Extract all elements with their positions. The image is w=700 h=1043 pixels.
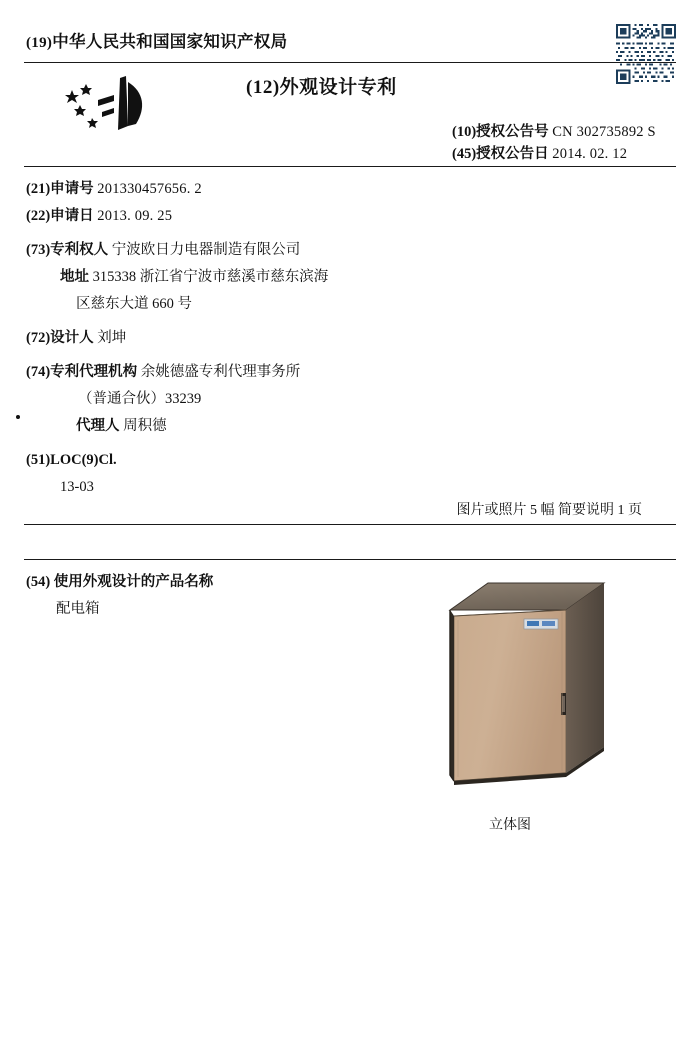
pubdate-value: 2014. 02. 12 [552,146,628,162]
figure-caption: 立体图 [489,818,531,833]
product-code: (54) [26,574,51,590]
designer-row [26,325,626,352]
address-row-2 [26,291,626,318]
publication-date-line [452,142,627,163]
figures-note-divider [24,524,676,525]
publication-number-line [452,120,656,141]
agent-value: 周积德 [123,418,167,434]
pubdate-code: (45) [452,146,477,162]
distribution-box-perspective-image [428,575,628,810]
office-code: (19) [26,35,53,51]
product-name-heading [26,570,213,591]
issuing-office-line [26,28,287,52]
figures-note: 图片或照片 5 幅 简要说明 1 页 [456,503,642,518]
loc-value: 13-03 [60,479,94,495]
product-section-divider [24,559,676,560]
pubdate-label: 授权公告日 [476,146,549,162]
appdate-code: (22) [26,208,51,224]
agency-value-line2: （普通合伙）33239 [78,391,202,407]
pubno-value: CN 302735892 S [552,124,656,140]
header-divider [24,62,676,63]
loc-code: (51) [26,452,51,468]
loc-row [26,447,626,474]
designer-label: 设计人 [50,330,94,346]
patent-type-text: 外观设计专利 [279,77,397,98]
pubno-code: (10) [452,124,477,140]
qr-code-icon [616,24,676,84]
patent-type-code: (12) [246,77,280,98]
product-label: 使用外观设计的产品名称 [53,574,214,590]
designer-code: (72) [26,330,51,346]
appno-code: (21) [26,181,51,197]
patentee-value: 宁波欧日力电器制造有限公司 [111,242,301,258]
patentee-code: (73) [26,242,51,258]
appdate-value: 2013. 09. 25 [97,208,173,224]
office-name: 中华人民共和国国家知识产权局 [52,32,288,51]
agency-code: (74) [26,364,51,380]
agent-row [26,413,626,440]
patentee-label: 专利权人 [50,242,109,258]
application-number-row [26,176,626,203]
address-label: 地址 [60,269,89,285]
designer-value: 刘坤 [97,330,127,346]
bibliographic-divider [24,166,676,167]
address-line-1: 315338 浙江省宁波市慈溪市慈东滨海 [92,269,329,285]
application-date-row [26,203,626,230]
pubno-label: 授权公告号 [476,124,549,140]
agent-label: 代理人 [76,418,120,434]
sipo-logo-icon [58,74,166,134]
loc-value-row [26,474,626,501]
address-row-1 [26,264,626,291]
appno-value: 201330457656. 2 [97,181,202,197]
agency-row-2 [26,386,626,413]
appno-label: 申请号 [50,181,94,197]
patent-type-title [246,72,397,99]
patentee-row [26,237,626,264]
address-line-2: 区慈东大道 660 号 [76,296,192,312]
appdate-label: 申请日 [50,208,94,224]
loc-label: LOC(9)Cl. [50,452,117,468]
bibliographic-block [26,176,626,501]
agency-row [26,359,626,386]
agency-label: 专利代理机构 [50,364,138,380]
product-name-value: 配电箱 [56,601,100,617]
margin-bullet-icon [16,415,20,419]
agency-value: 余姚德盛专利代理事务所 [140,364,301,380]
